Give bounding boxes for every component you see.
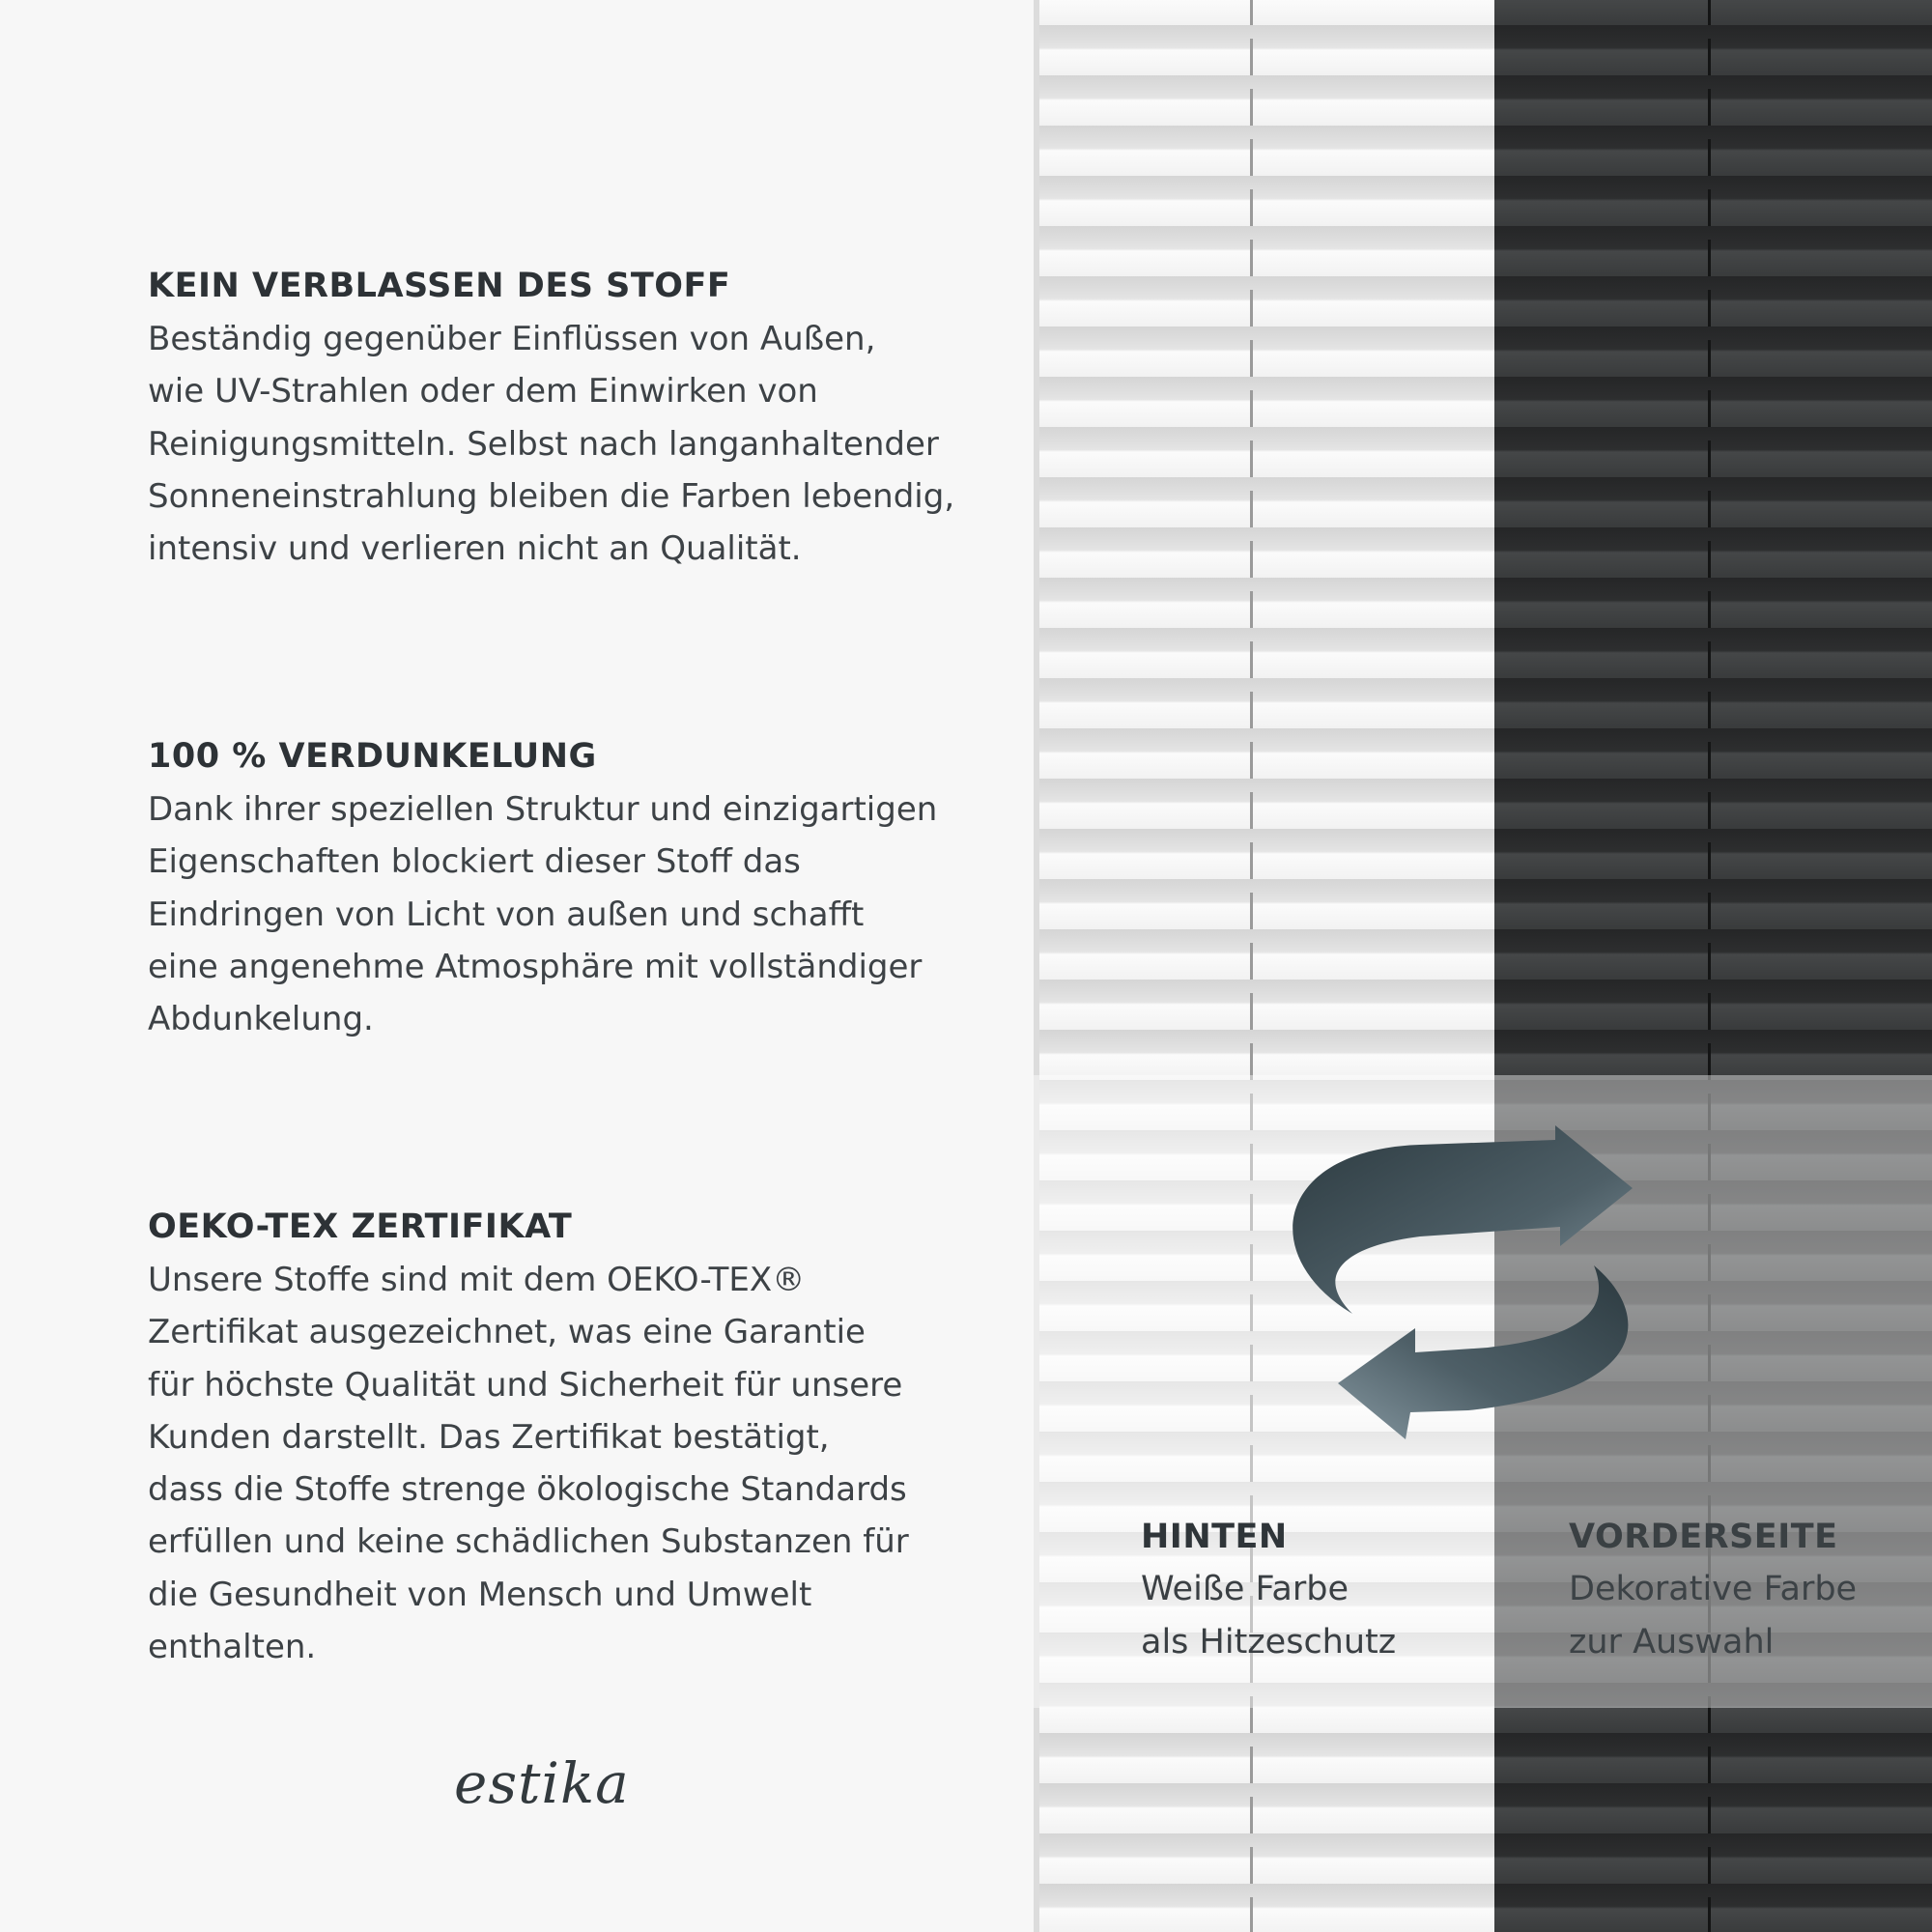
- feature-text-line: Dank ihrer speziellen Struktur und einzigartigen: [148, 790, 938, 829]
- white-pleat: [1034, 0, 1494, 25]
- dark-pleat: [1494, 578, 1932, 628]
- dark-pleat: [1494, 779, 1932, 829]
- white-pleat: [1034, 578, 1494, 628]
- dark-pleat: [1494, 929, 1932, 980]
- dark-pleat: [1494, 980, 1932, 1030]
- feature-text-line: Abdunkelung.: [148, 1000, 374, 1039]
- white-pleat: [1034, 427, 1494, 477]
- dark-pleat: [1494, 126, 1932, 176]
- feature-text-line: Unsere Stoffe sind mit dem OEKO-TEX®: [148, 1261, 806, 1299]
- white-pleat: [1034, 25, 1494, 75]
- feature-text-line: Eigenschaften blockiert dieser Stoff das: [148, 842, 801, 882]
- brand-logo: estika: [454, 1750, 630, 1816]
- white-pleat: [1034, 1833, 1494, 1884]
- feature-text-line: Kunden darstellt. Das Zertifikat bestätigt,: [148, 1417, 830, 1457]
- feature-text-line: dass die Stoffe strenge ökologische Standards: [148, 1470, 907, 1510]
- dark-pleat: [1494, 427, 1932, 477]
- feature-oeko-tex: [148, 1202, 998, 1673]
- feature-text-line: Reinigungsmitteln. Selbst nach langanhaltender: [148, 424, 939, 464]
- dark-pleat: [1494, 1733, 1932, 1783]
- white-pleat: [1034, 929, 1494, 980]
- dark-pleat: [1494, 1783, 1932, 1833]
- white-pleat: [1034, 1030, 1494, 1080]
- feature-text-line: erfüllen und keine schädlichen Substanzen für: [148, 1522, 909, 1562]
- white-pleat: [1034, 678, 1494, 728]
- feature-text-line: Beständig gegenüber Einflüssen von Außen,: [148, 320, 876, 358]
- feature-text: [148, 1254, 998, 1673]
- white-pleat: [1034, 477, 1494, 527]
- white-pleat: [1034, 1884, 1494, 1932]
- white-pleat: [1034, 779, 1494, 829]
- feature-text-line: enthalten.: [148, 1628, 317, 1667]
- feature-text-line: eine angenehme Atmosphäre mit vollständiger: [148, 947, 923, 986]
- dark-pleat: [1494, 829, 1932, 879]
- front-side-label: [1569, 1511, 1857, 1669]
- dark-pleat: [1494, 276, 1932, 327]
- white-pleat: [1034, 527, 1494, 578]
- white-pleat: [1034, 377, 1494, 427]
- back-side-label: [1141, 1511, 1396, 1669]
- dark-pleat: [1494, 377, 1932, 427]
- dark-pleat: [1494, 0, 1932, 25]
- dark-pleat: [1494, 628, 1932, 678]
- back-side-title: HINTEN: [1141, 1518, 1288, 1556]
- feature-text: [148, 313, 998, 575]
- feature-text-line: Eindringen von Licht von außen und schafft: [148, 895, 865, 934]
- dark-pleat: [1494, 728, 1932, 779]
- dark-pleat: [1494, 327, 1932, 377]
- feature-text-line: wie UV-Strahlen oder dem Einwirken von: [148, 372, 818, 412]
- white-pleat: [1034, 1783, 1494, 1833]
- white-pleat: [1034, 728, 1494, 779]
- feature-title: KEIN VERBLASSEN DES STOFF: [148, 267, 731, 305]
- back-side-line: als Hitzeschutz: [1141, 1623, 1397, 1662]
- white-pleat: [1034, 628, 1494, 678]
- dark-pleat: [1494, 477, 1932, 527]
- white-pleat: [1034, 276, 1494, 327]
- feature-blackout: [148, 731, 998, 1045]
- back-side-line: Weiße Farbe: [1141, 1570, 1350, 1608]
- feature-text-line: Sonneneinstrahlung bleiben die Farben lebendig,: [148, 476, 955, 516]
- feature-fade-resistance: [148, 261, 998, 575]
- feature-text-line: die Gesundheit von Mensch und Umwelt: [148, 1575, 812, 1614]
- dark-pleat: [1494, 1030, 1932, 1080]
- white-pleat: [1034, 1733, 1494, 1783]
- front-side-line: Dekorative Farbe: [1569, 1570, 1858, 1608]
- dark-pleat: [1494, 527, 1932, 578]
- feature-title: OEKO-TEX ZERTIFIKAT: [148, 1208, 573, 1246]
- front-side-title: VORDERSEITE: [1569, 1518, 1838, 1556]
- white-pleat: [1034, 126, 1494, 176]
- dark-pleat: [1494, 176, 1932, 226]
- pleat-cord: [1250, 1897, 1253, 1932]
- feature-title: 100 % VERDUNKELUNG: [148, 737, 597, 776]
- feature-text-line: intensiv und verlieren nicht an Qualität.: [148, 529, 802, 569]
- white-pleat: [1034, 226, 1494, 276]
- white-pleat: [1034, 980, 1494, 1030]
- dark-pleat: [1494, 25, 1932, 75]
- dark-pleat: [1494, 1884, 1932, 1932]
- feature-text-line: für höchste Qualität und Sicherheit für unsere: [148, 1365, 903, 1405]
- dark-pleat: [1494, 226, 1932, 276]
- feature-text: [148, 783, 998, 1045]
- front-side-line: zur Auswahl: [1569, 1623, 1775, 1662]
- white-pleat: [1034, 75, 1494, 126]
- dark-pleat: [1494, 75, 1932, 126]
- dark-pleat: [1494, 1833, 1932, 1884]
- dark-pleat: [1494, 678, 1932, 728]
- white-pleat: [1034, 176, 1494, 226]
- white-pleat: [1034, 829, 1494, 879]
- pleat-cord: [1708, 1897, 1711, 1932]
- feature-text-line: Zertifikat ausgezeichnet, was eine Garantie: [148, 1313, 866, 1352]
- white-pleat: [1034, 327, 1494, 377]
- white-pleat: [1034, 879, 1494, 929]
- dark-pleat: [1494, 879, 1932, 929]
